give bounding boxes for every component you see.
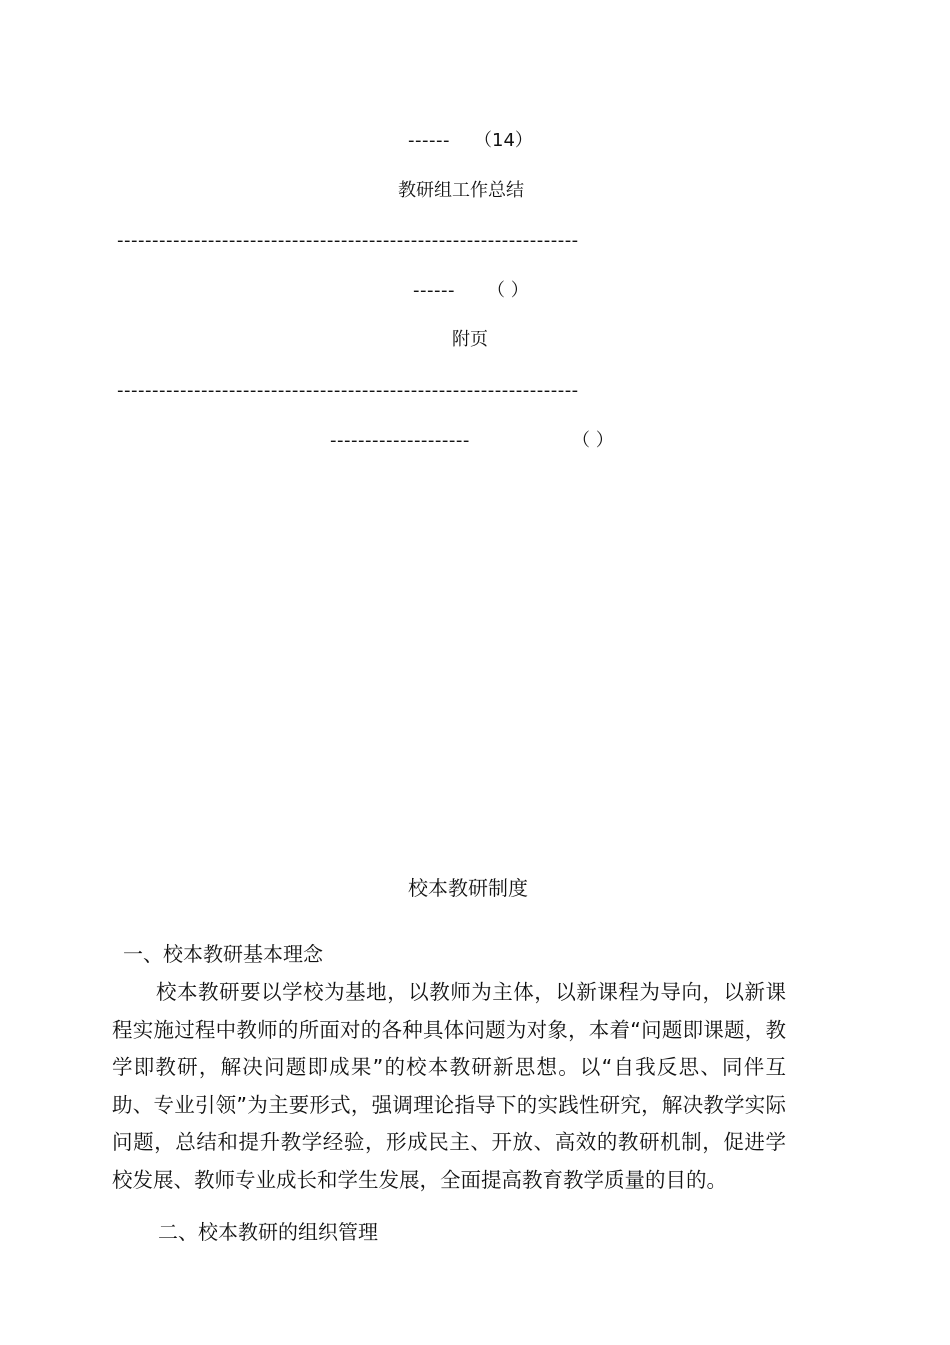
toc-dashes-2: ------ bbox=[413, 280, 455, 301]
toc-entry-title-1: 教研组工作总结 bbox=[398, 180, 524, 201]
section-2-heading: 二、校本教研的组织管理 bbox=[158, 1220, 378, 1244]
toc-entry-title-2: 附页 bbox=[452, 329, 488, 350]
toc-dashes-1: ------ bbox=[408, 130, 450, 151]
toc-page-number-2: （ ） bbox=[487, 280, 529, 301]
section-1-paragraph: 校本教研要以学校为基地，以教师为主体，以新课程为导向，以新课程实施过程中教师的所面对的各种具体问题为对象，本着“问题即课题，教学即教研，解决问题即成果”的校本教研新思想。以“自我反思、同伴互助、专业引领”为主要形式，强调理论指导下的实践性研究，解决教学实际问题，总结和提升教学经验，形成民主、开放、高效的教研机制，促进学校发展、教师专业成长和学生发展，全面提高教育教学质量的目的。 bbox=[112, 980, 786, 1192]
toc-separator-1: ------------------------------------------------------------------ bbox=[117, 230, 579, 251]
document-title: 校本教研制度 bbox=[408, 876, 528, 900]
section-1-heading: 一、校本教研基本理念 bbox=[123, 942, 323, 966]
toc-page-number-1: （14） bbox=[474, 130, 533, 151]
toc-dashes-3: -------------------- bbox=[330, 430, 470, 451]
toc-separator-2: ------------------------------------------------------------------ bbox=[117, 380, 579, 401]
toc-page-number-3: （ ） bbox=[572, 430, 614, 451]
